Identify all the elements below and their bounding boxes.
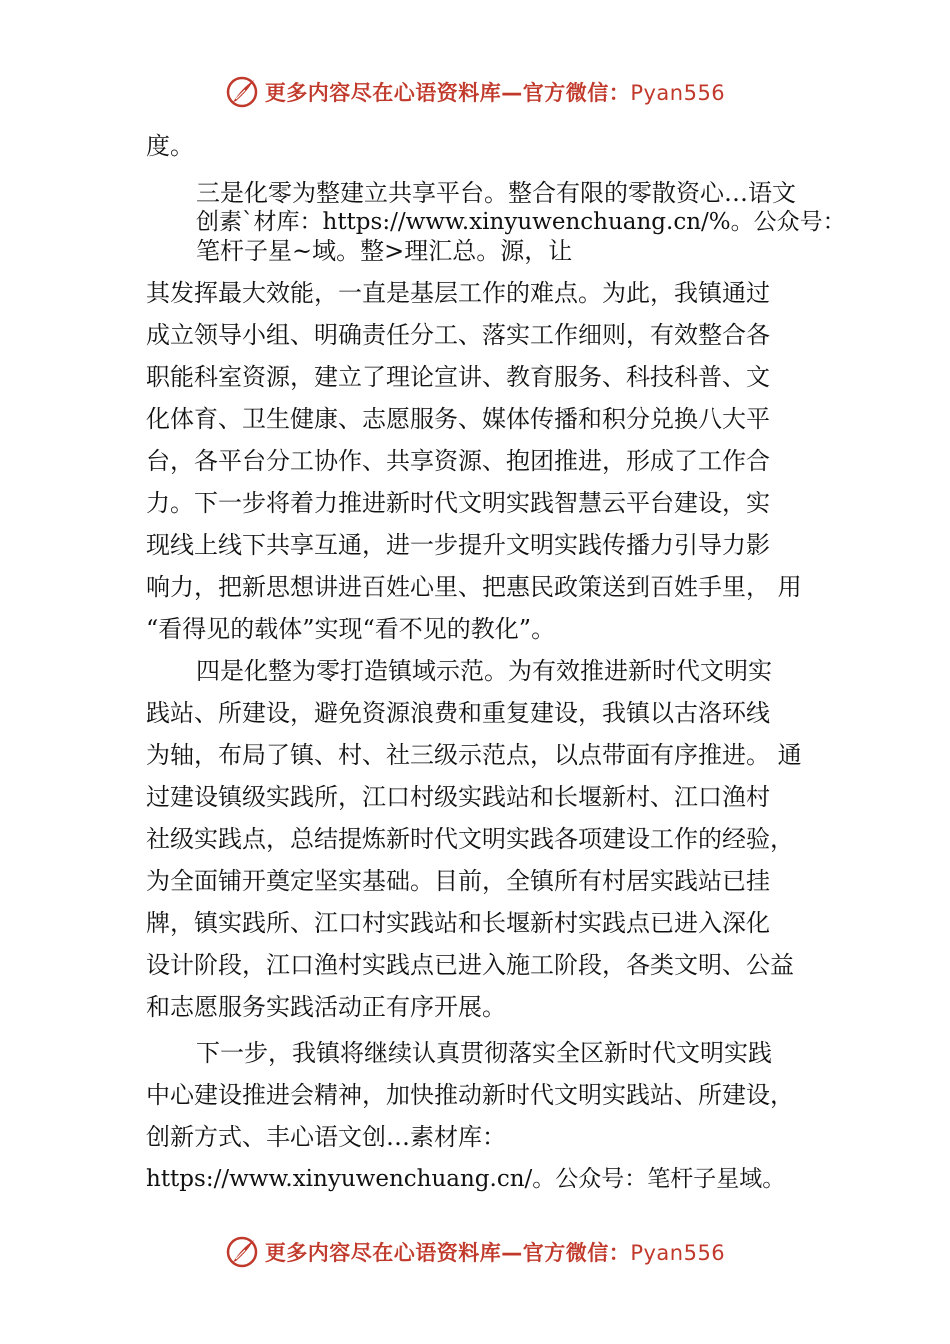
text-line: 台，各平台分工协作、共享资源、抱团推进，形成了工作合: [146, 447, 770, 475]
text-line: 创素`材库：https://www.xinyuwenchuang.cn/%。公众号：: [196, 209, 846, 235]
watermark-label: 更多内容尽在心语资料库—官方微信：: [264, 81, 631, 105]
text-line: 设计阶段，江口渔村实践点已进入施工阶段，各类文明、公益: [146, 951, 794, 979]
footer-watermark-banner: [0, 1232, 950, 1272]
text-line: 三是化零为整建立共享平台。整合有限的零散资心…语文: [196, 179, 796, 207]
watermark-handle: Pyan556: [630, 81, 726, 105]
text-line: 下一步，我镇将继续认真贯彻落实全区新时代文明实践: [196, 1039, 772, 1067]
watermark-label: 更多内容尽在心语资料库—官方微信：: [264, 1241, 631, 1265]
text-line: 四是化整为零打造镇域示范。为有效推进新时代文明实: [196, 657, 772, 685]
text-line: “看得见的载体”实现“看不见的教化”。: [146, 615, 556, 643]
text-line: 现线上线下共享互通，进一步提升文明实践传播力引导力影: [146, 531, 770, 559]
text-line: 度。: [146, 132, 194, 160]
text-line: https://www.xinyuwenchuang.cn/。公众号：笔杆子星域。: [146, 1166, 786, 1192]
watermark-handle: Pyan556: [630, 1241, 726, 1265]
text-line: 践站、所建设，避免资源浪费和重复建设，我镇以古洛环线: [146, 699, 770, 727]
text-line: 化体育、卫生健康、志愿服务、媒体传播和积分兑换八大平: [146, 405, 770, 433]
text-line: 创新方式、丰心语文创…素材库：: [146, 1123, 506, 1151]
text-line: 中心建设推进会精神，加快推动新时代文明实践站、所建设，: [146, 1081, 794, 1109]
text-line: 为轴，布局了镇、村、社三级示范点，以点带面有序推进。 通: [146, 741, 802, 769]
text-line: 响力，把新思想讲进百姓心里、把惠民政策送到百姓手里， 用: [146, 573, 802, 601]
text-line: 社级实践点，总结提炼新时代文明实践各项建设工作的经验，: [146, 825, 794, 853]
watermark-text: [265, 1237, 725, 1267]
text-line: 笔杆子星~域。整>理汇总。源，让: [196, 237, 573, 265]
text-line: 其发挥最大效能，一直是基层工作的难点。为此，我镇通过: [146, 279, 770, 307]
text-line: 过建设镇级实践所，江口村级实践站和长堰新村、江口渔村: [146, 783, 770, 811]
text-line: 职能科室资源，建立了理论宣讲、教育服务、科技科普、文: [146, 363, 770, 391]
text-line: 和志愿服务实践活动正有序开展。: [146, 993, 506, 1021]
text-line: 成立领导小组、明确责任分工、落实工作细则，有效整合各: [146, 321, 770, 349]
text-line: 力。下一步将着力推进新时代文明实践智慧云平台建设，实: [146, 489, 770, 517]
feather-circle-logo-icon: [225, 1235, 259, 1269]
text-line: 为全面铺开奠定坚实基础。目前，全镇所有村居实践站已挂: [146, 867, 770, 895]
text-line: 牌，镇实践所、江口村实践站和长堰新村实践点已进入深化: [146, 909, 770, 937]
